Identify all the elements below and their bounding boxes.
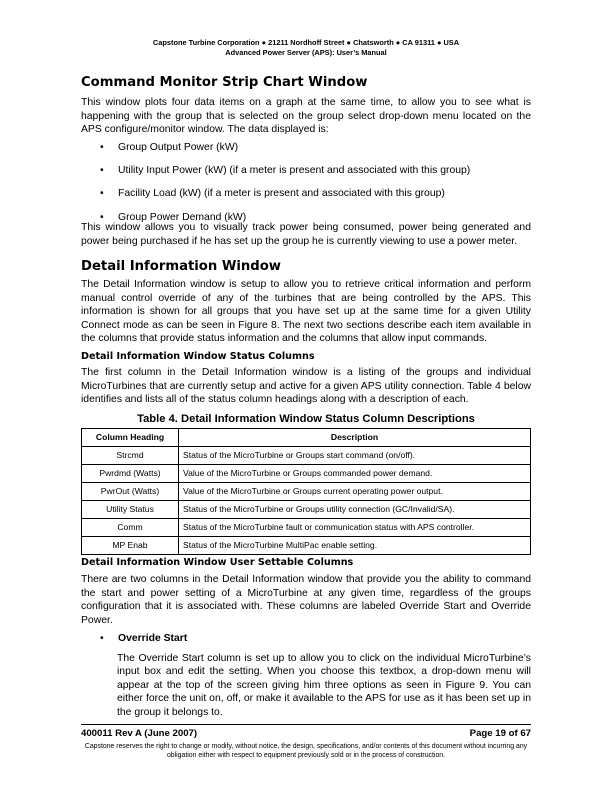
strip-chart-outro: This window allows you to visually track power being consumed, power being generated and power being purchased if he has set up the group he is currently viewing to use a power meter. bbox=[81, 222, 531, 247]
table-caption: Table 4. Detail Information Window Status Column Descriptions bbox=[137, 413, 475, 425]
list-item: • Facility Load (kW) (if a meter is present and associated with this group) bbox=[81, 187, 531, 201]
status-columns-intro: The first column in the Detail Information window is a listing of the groups and individual MicroTurbines that are currently setup and active for a given APS utility connection. Table 4 below identifies and lists all of the status column headings along with a description of each. bbox=[81, 367, 531, 406]
description-cell: Status of the MicroTurbine MultiPac enable setting. bbox=[179, 537, 531, 555]
column-heading-cell: MP Enab bbox=[82, 537, 179, 555]
list-item: • Group Power Demand (kW) bbox=[81, 211, 531, 225]
header-company-line: Capstone Turbine Corporation ● 21211 Nordhoff Street ● Chatsworth ● CA 91311 ● USA bbox=[152, 38, 460, 47]
description-cell: Status of the MicroTurbine or Groups start command (on/off). bbox=[179, 447, 531, 465]
strip-chart-data-list bbox=[81, 141, 531, 234]
description-cell: Status of the MicroTurbine fault or communication status with APS controller. bbox=[179, 519, 531, 537]
table-row bbox=[82, 501, 531, 519]
description-cell: Value of the MicroTurbine or Groups current operating power output. bbox=[179, 483, 531, 501]
description-cell: Status of the MicroTurbine or Groups utility connection (GC/Invalid/SA). bbox=[179, 501, 531, 519]
footer-page-number: Page 19 of 67 bbox=[469, 728, 531, 739]
column-heading-cell: Comm bbox=[82, 519, 179, 537]
table-header-row bbox=[82, 429, 531, 447]
column-heading-cell: Utility Status bbox=[82, 501, 179, 519]
list-item: • Utility Input Power (kW) (if a meter is present and associated with this group) bbox=[81, 164, 531, 178]
table-row bbox=[82, 447, 531, 465]
list-item: • Group Output Power (kW) bbox=[81, 141, 531, 155]
running-header bbox=[81, 38, 531, 58]
heading-strip-chart-window: Command Monitor Strip Chart Window bbox=[81, 75, 368, 90]
strip-chart-intro: This window plots four data items on a graph at the same time, to allow you to see what is happening with the group that is selected on the group select drop-down menu located on the APS configure/monitor window. The data displayed is: bbox=[81, 97, 531, 136]
user-settable-columns-intro: There are two columns in the Detail Information window that provide you the ability to command the start and power setting of a MicroTurbine at any given time, regardless of the groups configuration that it is associated with. These columns are labeled Override Start and Override Power. bbox=[81, 574, 531, 626]
description-cell: Value of the MicroTurbine or Groups commanded power demand. bbox=[179, 465, 531, 483]
heading-detail-information-window: Detail Information Window bbox=[81, 259, 281, 274]
table-row bbox=[82, 465, 531, 483]
column-heading-cell: Strcmd bbox=[82, 447, 179, 465]
footer-divider bbox=[81, 724, 531, 725]
heading-status-columns: Detail Information Window Status Columns bbox=[81, 351, 315, 362]
column-heading-cell: PwrOut (Watts) bbox=[82, 483, 179, 501]
override-start-item bbox=[81, 632, 531, 720]
heading-user-settable-columns: Detail Information Window User Settable Columns bbox=[81, 557, 354, 568]
table-header-cell: Column Heading bbox=[82, 429, 179, 447]
column-heading-cell: Pwrdmd (Watts) bbox=[82, 465, 179, 483]
footer-doc-id: 400011 Rev A (June 2007) bbox=[81, 728, 198, 739]
override-start-title: • Override Start bbox=[81, 632, 531, 646]
table-row bbox=[82, 519, 531, 537]
table-row bbox=[82, 483, 531, 501]
override-start-description: The Override Start column is set up to allow you to click on the individual MicroTurbine’s input box and edit the setting. When you choose this textbox, a drop-down menu will appear at the top of the screen giving him three options as seen in Figure 9. You can either force the unit on, off, or make it available to the APS for use as it has been set up in the group it belongs to. bbox=[117, 652, 531, 718]
header-manual-title: Advanced Power Server (APS): User’s Manual bbox=[225, 48, 387, 57]
footer-disclaimer: Capstone reserves the right to change or modify, without notice, the design, specifications, and/or contents of this document without incurring any obligation either with respect to equipment previously sold or in the process of construction. bbox=[84, 743, 528, 759]
detail-information-intro: The Detail Information window is setup to allow you to retrieve critical information and perform manual control override of any of the turbines that are being controlled by the APS. This information is shown for all groups that you have set up at the same time for a given Utility Connect mode as can be seen in Figure 8. The next two sections describe each item available in the columns that provide status information and the columns that allow input commands. bbox=[81, 279, 531, 345]
table-row bbox=[82, 537, 531, 555]
table-header-cell: Description bbox=[179, 429, 531, 447]
status-column-table bbox=[81, 428, 531, 555]
